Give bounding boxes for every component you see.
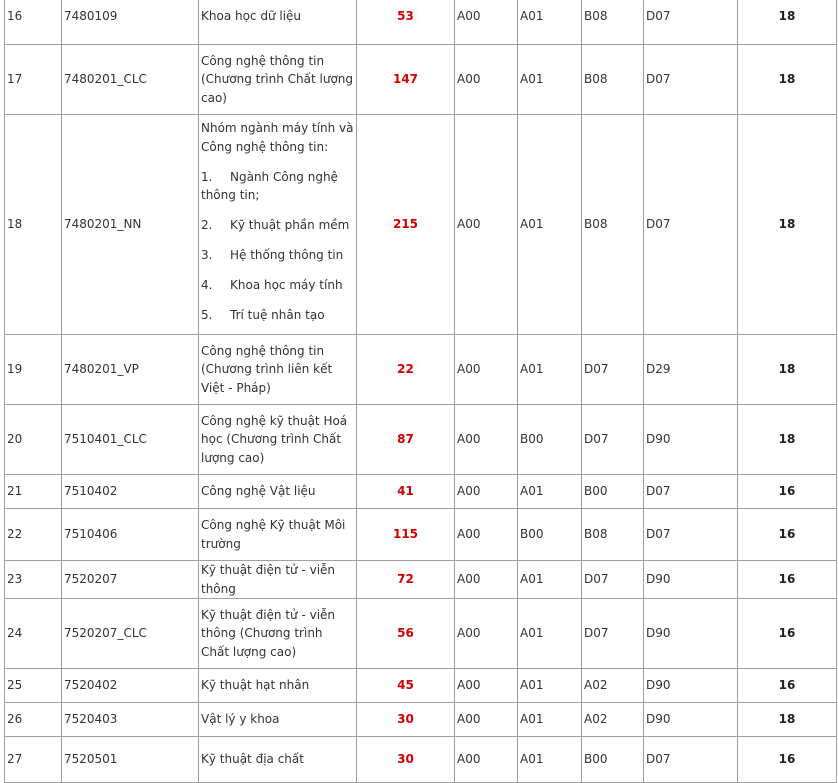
row-number: 22: [5, 509, 62, 561]
list-number: 2.: [201, 218, 213, 232]
subject-combo-1: A00: [455, 669, 518, 703]
row-number: 23: [5, 561, 62, 599]
quota: 56: [357, 599, 455, 669]
subject-combo-4: D90: [644, 561, 738, 599]
major-name: Công nghệ thông tin (Chương trình Chất lượng cao): [199, 45, 357, 115]
quota: 87: [357, 405, 455, 475]
table-row: [5, 599, 837, 669]
quota: 30: [357, 737, 455, 783]
subject-combo-2: A01: [518, 475, 582, 509]
subject-combo-2: A01: [518, 737, 582, 783]
major-code: 7520403: [62, 703, 199, 737]
subject-combo-2: A01: [518, 599, 582, 669]
row-number: 27: [5, 737, 62, 783]
subject-combo-1: A00: [455, 561, 518, 599]
min-score: 18: [738, 335, 837, 405]
major-name: Khoa học dữ liệu: [199, 0, 357, 45]
subject-combo-3: D07: [582, 405, 644, 475]
quota: 53: [357, 0, 455, 45]
admission-table: [4, 0, 837, 783]
subject-combo-1: A00: [455, 509, 518, 561]
major-code: 7520402: [62, 669, 199, 703]
subject-combo-4: D90: [644, 599, 738, 669]
major-code: 7510406: [62, 509, 199, 561]
row-number: 25: [5, 669, 62, 703]
min-score: 16: [738, 669, 837, 703]
subject-combo-3: B08: [582, 0, 644, 45]
major-name: Công nghệ kỹ thuật Hoá học (Chương trình Chất lượng cao): [199, 405, 357, 475]
subject-combo-4: D07: [644, 45, 738, 115]
list-label: Khoa học máy tính: [230, 278, 343, 292]
subject-combo-3: B08: [582, 509, 644, 561]
subject-combo-4: D29: [644, 335, 738, 405]
major-name: [199, 115, 357, 335]
major-group-item: [201, 168, 354, 205]
subject-combo-1: A00: [455, 45, 518, 115]
row-number: 18: [5, 115, 62, 335]
major-code: 7480201_NN: [62, 115, 199, 335]
table-row: [5, 335, 837, 405]
min-score: 16: [738, 509, 837, 561]
quota: 30: [357, 703, 455, 737]
subject-combo-2: A01: [518, 703, 582, 737]
subject-combo-2: B00: [518, 405, 582, 475]
major-name: Công nghệ Vật liệu: [199, 475, 357, 509]
major-group-item: [201, 216, 354, 235]
subject-combo-4: D07: [644, 475, 738, 509]
min-score: 16: [738, 599, 837, 669]
subject-combo-3: B00: [582, 475, 644, 509]
major-code: 7480201_VP: [62, 335, 199, 405]
table-row: [5, 703, 837, 737]
list-label: Trí tuệ nhân tạo: [230, 308, 325, 322]
subject-combo-2: A01: [518, 669, 582, 703]
major-code: 7520501: [62, 737, 199, 783]
subject-combo-2: A01: [518, 561, 582, 599]
table-row: [5, 669, 837, 703]
table-row: [5, 509, 837, 561]
min-score: 18: [738, 703, 837, 737]
major-group-item: [201, 276, 354, 295]
list-label: Ngành Công nghệ thông tin;: [201, 169, 338, 202]
list-number: 5.: [201, 308, 213, 322]
major-group-item: [201, 246, 354, 265]
subject-combo-3: D07: [582, 599, 644, 669]
subject-combo-4: D07: [644, 0, 738, 45]
major-name: Kỹ thuật điện tử - viễn thông: [199, 561, 357, 599]
major-group-intro: Nhóm ngành máy tính và Công nghệ thông tin:: [201, 121, 354, 154]
list-number: 3.: [201, 248, 213, 262]
subject-combo-1: A00: [455, 737, 518, 783]
row-number: 20: [5, 405, 62, 475]
subject-combo-1: A00: [455, 0, 518, 45]
major-code: 7510402: [62, 475, 199, 509]
subject-combo-3: B00: [582, 737, 644, 783]
list-number: 4.: [201, 278, 213, 292]
major-name: Kỹ thuật điện tử - viễn thông (Chương trình Chất lượng cao): [199, 599, 357, 669]
quota: 215: [357, 115, 455, 335]
major-name: Công nghệ Kỹ thuật Môi trường: [199, 509, 357, 561]
table-row: [5, 561, 837, 599]
table-row: [5, 45, 837, 115]
major-code: 7480201_CLC: [62, 45, 199, 115]
row-number: 16: [5, 0, 62, 45]
subject-combo-4: D90: [644, 703, 738, 737]
subject-combo-4: D90: [644, 669, 738, 703]
row-number: 21: [5, 475, 62, 509]
row-number: 24: [5, 599, 62, 669]
table-row: [5, 0, 837, 45]
list-label: Kỹ thuật phần mềm: [230, 218, 350, 232]
min-score: 18: [738, 405, 837, 475]
major-code: 7480109: [62, 0, 199, 45]
list-label: Hệ thống thông tin: [230, 248, 344, 262]
quota: 115: [357, 509, 455, 561]
major-code: 7520207: [62, 561, 199, 599]
major-name: Kỹ thuật địa chất: [199, 737, 357, 783]
subject-combo-1: A00: [455, 335, 518, 405]
subject-combo-2: B00: [518, 509, 582, 561]
min-score: 18: [738, 45, 837, 115]
subject-combo-4: D07: [644, 509, 738, 561]
subject-combo-1: A00: [455, 405, 518, 475]
major-group-item: [201, 306, 354, 325]
min-score: 18: [738, 115, 837, 335]
subject-combo-2: A01: [518, 115, 582, 335]
subject-combo-2: A01: [518, 335, 582, 405]
subject-combo-3: A02: [582, 669, 644, 703]
major-code: 7510401_CLC: [62, 405, 199, 475]
subject-combo-3: B08: [582, 115, 644, 335]
subject-combo-4: D07: [644, 737, 738, 783]
table-row: [5, 475, 837, 509]
row-number: 17: [5, 45, 62, 115]
min-score: 16: [738, 561, 837, 599]
subject-combo-3: B08: [582, 45, 644, 115]
subject-combo-1: A00: [455, 475, 518, 509]
subject-combo-3: A02: [582, 703, 644, 737]
major-name: Kỹ thuật hạt nhân: [199, 669, 357, 703]
min-score: 18: [738, 0, 837, 45]
row-number: 19: [5, 335, 62, 405]
quota: 41: [357, 475, 455, 509]
min-score: 16: [738, 475, 837, 509]
quota: 45: [357, 669, 455, 703]
subject-combo-1: A00: [455, 599, 518, 669]
subject-combo-4: D90: [644, 405, 738, 475]
subject-combo-3: D07: [582, 561, 644, 599]
subject-combo-1: A00: [455, 115, 518, 335]
subject-combo-1: A00: [455, 703, 518, 737]
subject-combo-4: D07: [644, 115, 738, 335]
quota: 72: [357, 561, 455, 599]
major-name: Công nghệ thông tin (Chương trình liên kết Việt - Pháp): [199, 335, 357, 405]
min-score: 16: [738, 737, 837, 783]
quota: 22: [357, 335, 455, 405]
table-row: [5, 115, 837, 335]
table-row: [5, 405, 837, 475]
subject-combo-2: A01: [518, 0, 582, 45]
major-name: Vật lý y khoa: [199, 703, 357, 737]
list-number: 1.: [201, 169, 213, 184]
subject-combo-3: D07: [582, 335, 644, 405]
quota: 147: [357, 45, 455, 115]
subject-combo-2: A01: [518, 45, 582, 115]
major-code: 7520207_CLC: [62, 599, 199, 669]
row-number: 26: [5, 703, 62, 737]
